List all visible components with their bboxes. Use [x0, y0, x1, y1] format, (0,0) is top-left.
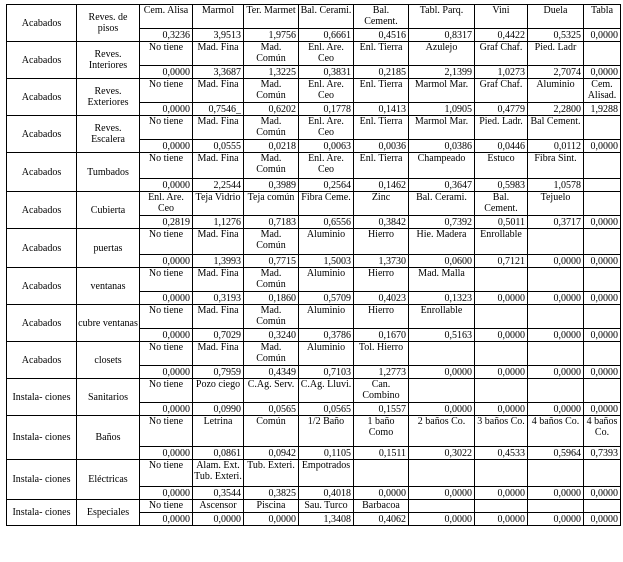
- row-group-cell: Acabados: [7, 305, 77, 342]
- value-cell: 2,7074: [528, 66, 584, 79]
- item-cell: Enl. Tierra: [354, 153, 409, 179]
- item-cell: Hierro: [354, 229, 409, 255]
- value-cell: 0,3193: [193, 292, 244, 305]
- item-cell: Marmol Mar.: [409, 79, 475, 103]
- value-cell: 0,5163: [409, 329, 475, 342]
- item-cell: Mad. Fina: [193, 342, 244, 366]
- value-cell: 0,0036: [354, 140, 409, 153]
- item-cell: Teja Vidrio: [193, 192, 244, 216]
- item-cell: [409, 500, 475, 513]
- value-cell: 0,0000: [528, 366, 584, 379]
- value-cell: 0,3825: [244, 487, 299, 500]
- item-cell: Mad. Fina: [193, 116, 244, 140]
- table-row: [7, 379, 621, 403]
- row-group-cell: Instala- ciones: [7, 379, 77, 416]
- value-cell: 0,1462: [354, 179, 409, 192]
- value-cell: 0,6202: [244, 103, 299, 116]
- item-cell: No tiene: [140, 416, 193, 447]
- value-cell: 0,0000: [140, 329, 193, 342]
- item-cell: Mad. Fina: [193, 268, 244, 292]
- item-cell: Can. Combino: [354, 379, 409, 403]
- row-label-cell: Sanitarios: [77, 379, 140, 416]
- item-cell: Letrina: [193, 416, 244, 447]
- item-cell: Mad. Común: [244, 116, 299, 140]
- item-cell: 4 baños Co.: [584, 416, 621, 447]
- value-cell: 1,3730: [354, 255, 409, 268]
- row-group-cell: Acabados: [7, 192, 77, 229]
- row-group-cell: Acabados: [7, 229, 77, 268]
- value-cell: 0,7029: [193, 329, 244, 342]
- value-cell: 0,8317: [409, 29, 475, 42]
- item-cell: Mad. Fina: [193, 229, 244, 255]
- value-cell: 0,0218: [244, 140, 299, 153]
- value-cell: 0,0000: [140, 403, 193, 416]
- item-cell: Aluminio: [299, 268, 354, 292]
- table-row: [7, 153, 621, 179]
- row-label-cell: Reves. Interiores: [77, 42, 140, 79]
- value-cell: 0,0000: [475, 329, 528, 342]
- value-cell: 0,4023: [354, 292, 409, 305]
- item-cell: No tiene: [140, 42, 193, 66]
- row-group-cell: Acabados: [7, 268, 77, 305]
- item-cell: Graf Chaf.: [475, 42, 528, 66]
- value-cell: 0,0000: [409, 487, 475, 500]
- row-label-cell: Eléctricas: [77, 460, 140, 500]
- value-cell: 0,7392: [409, 216, 475, 229]
- value-cell: 0,1413: [354, 103, 409, 116]
- value-cell: 1,0273: [475, 66, 528, 79]
- value-cell: 0,0112: [528, 140, 584, 153]
- item-cell: [528, 229, 584, 255]
- item-cell: C.Ag. Lluvi.: [299, 379, 354, 403]
- item-cell: Mad. Malla: [409, 268, 475, 292]
- item-cell: Enl. Are. Ceo: [299, 42, 354, 66]
- value-cell: 0,3544: [193, 487, 244, 500]
- table-row: [7, 460, 621, 487]
- item-cell: Champeado: [409, 153, 475, 179]
- item-cell: Enrollable: [409, 305, 475, 329]
- item-cell: Mad. Fina: [193, 79, 244, 103]
- item-cell: [584, 305, 621, 329]
- row-group-cell: Instala- ciones: [7, 416, 77, 460]
- item-cell: [584, 268, 621, 292]
- item-cell: 3 baños Co.: [475, 416, 528, 447]
- item-cell: [584, 460, 621, 487]
- item-cell: Enl. Tierra: [354, 79, 409, 103]
- value-cell: 0,0000: [140, 140, 193, 153]
- value-cell: 0,0446: [475, 140, 528, 153]
- value-cell: 0,5325: [528, 29, 584, 42]
- item-cell: Bal. Cerami.: [409, 192, 475, 216]
- item-cell: No tiene: [140, 342, 193, 366]
- value-cell: 0,0565: [299, 403, 354, 416]
- table-row: [7, 5, 621, 29]
- item-cell: [475, 379, 528, 403]
- row-label-cell: Reves. Exteriores: [77, 79, 140, 116]
- value-cell: 0,3831: [299, 66, 354, 79]
- item-cell: Duela: [528, 5, 584, 29]
- item-cell: Bal. Cerami.: [299, 5, 354, 29]
- item-cell: Vini: [475, 5, 528, 29]
- value-cell: 0,0000: [475, 292, 528, 305]
- item-cell: Mad. Fina: [193, 42, 244, 66]
- item-cell: No tiene: [140, 229, 193, 255]
- value-cell: 0,3240: [244, 329, 299, 342]
- item-cell: [584, 342, 621, 366]
- item-cell: Fibra Ceme.: [299, 192, 354, 216]
- value-cell: 0,3717: [528, 216, 584, 229]
- item-cell: Común: [244, 416, 299, 447]
- table-body: [7, 5, 621, 526]
- item-cell: Pied. Ladr.: [475, 116, 528, 140]
- value-cell: 0,3647: [409, 179, 475, 192]
- item-cell: Bal. Cement.: [354, 5, 409, 29]
- item-cell: Hierro: [354, 305, 409, 329]
- value-cell: 0,0000: [584, 366, 621, 379]
- item-cell: [475, 460, 528, 487]
- value-cell: 0,0861: [193, 447, 244, 460]
- value-cell: 0,0000: [584, 66, 621, 79]
- row-group-cell: Acabados: [7, 79, 77, 116]
- value-cell: 1,2773: [354, 366, 409, 379]
- row-label-cell: cubre ventanas: [77, 305, 140, 342]
- table-row: [7, 305, 621, 329]
- row-group-cell: Acabados: [7, 153, 77, 192]
- row-group-cell: Instala- ciones: [7, 500, 77, 526]
- value-cell: 0,0000: [140, 255, 193, 268]
- value-cell: 0,0000: [528, 329, 584, 342]
- value-cell: 0,3022: [409, 447, 475, 460]
- item-cell: Tol. Hierro: [354, 342, 409, 366]
- item-cell: 4 baños Co.: [528, 416, 584, 447]
- value-cell: 0,0600: [409, 255, 475, 268]
- item-cell: [354, 460, 409, 487]
- table-row: [7, 500, 621, 513]
- item-cell: Barbacoa: [354, 500, 409, 513]
- item-cell: [528, 342, 584, 366]
- item-cell: [409, 342, 475, 366]
- row-label-cell: closets: [77, 342, 140, 379]
- item-cell: Alam. Ext. Tub. Exteri.: [193, 460, 244, 487]
- item-cell: Mad. Fina: [193, 305, 244, 329]
- item-cell: Aluminio: [299, 229, 354, 255]
- value-cell: 0,7546_: [193, 103, 244, 116]
- value-cell: 0,1670: [354, 329, 409, 342]
- item-cell: Azulejo: [409, 42, 475, 66]
- value-cell: 0,1860: [244, 292, 299, 305]
- value-cell: 0,6661: [299, 29, 354, 42]
- table-row: [7, 116, 621, 140]
- value-cell: 0,4422: [475, 29, 528, 42]
- item-cell: [584, 379, 621, 403]
- value-cell: 0,0000: [140, 447, 193, 460]
- item-cell: Zinc: [354, 192, 409, 216]
- value-cell: 0,0000: [584, 403, 621, 416]
- value-cell: 0,0000: [584, 216, 621, 229]
- item-cell: Bal Cement.: [528, 116, 584, 140]
- item-cell: Cem. Alisad.: [584, 79, 621, 103]
- item-cell: Aluminio: [528, 79, 584, 103]
- item-cell: Enl. Are. Ceo: [299, 79, 354, 103]
- table-row: [7, 268, 621, 292]
- row-label-cell: Baños: [77, 416, 140, 460]
- value-cell: 0,4533: [475, 447, 528, 460]
- value-cell: 0,7103: [299, 366, 354, 379]
- value-cell: 0,0000: [584, 487, 621, 500]
- item-cell: Enl. Tierra: [354, 116, 409, 140]
- item-cell: Hie. Madera: [409, 229, 475, 255]
- item-cell: [528, 460, 584, 487]
- value-cell: 0,0000: [584, 140, 621, 153]
- value-cell: 1,0578: [528, 179, 584, 192]
- value-cell: 3,9513: [193, 29, 244, 42]
- value-cell: 0,4018: [299, 487, 354, 500]
- item-cell: Mad. Común: [244, 153, 299, 179]
- value-cell: 0,0000: [475, 513, 528, 526]
- item-cell: [475, 500, 528, 513]
- item-cell: Pozo ciego: [193, 379, 244, 403]
- value-cell: 0,1511: [354, 447, 409, 460]
- valuation-table: [6, 4, 621, 526]
- value-cell: 0,7121: [475, 255, 528, 268]
- item-cell: [409, 379, 475, 403]
- value-cell: 0,0000: [409, 513, 475, 526]
- value-cell: 0,0063: [299, 140, 354, 153]
- value-cell: 0,0000: [409, 366, 475, 379]
- table-row: [7, 192, 621, 216]
- value-cell: 0,5011: [475, 216, 528, 229]
- value-cell: 0,0000: [140, 292, 193, 305]
- item-cell: Tub. Exteri.: [244, 460, 299, 487]
- item-cell: Enrollable: [475, 229, 528, 255]
- value-cell: 0,4349: [244, 366, 299, 379]
- item-cell: Tabla: [584, 5, 621, 29]
- value-cell: 0,0000: [584, 513, 621, 526]
- value-cell: 0,3989: [244, 179, 299, 192]
- value-cell: 0,0565: [244, 403, 299, 416]
- row-label-cell: Cubierta: [77, 192, 140, 229]
- item-cell: 1/2 Baño: [299, 416, 354, 447]
- item-cell: [584, 500, 621, 513]
- table-row: [7, 342, 621, 366]
- item-cell: Ascensor: [193, 500, 244, 513]
- item-cell: Enl. Are. Ceo: [140, 192, 193, 216]
- value-cell: 0,0000: [584, 29, 621, 42]
- item-cell: Mad. Común: [244, 229, 299, 255]
- value-cell: 2,2544: [193, 179, 244, 192]
- item-cell: Teja común: [244, 192, 299, 216]
- row-label-cell: Especiales: [77, 500, 140, 526]
- value-cell: 0,5709: [299, 292, 354, 305]
- item-cell: Cem. Alisa: [140, 5, 193, 29]
- item-cell: No tiene: [140, 153, 193, 179]
- item-cell: Enl. Tierra: [354, 42, 409, 66]
- value-cell: [584, 179, 621, 192]
- value-cell: 0,0000: [140, 179, 193, 192]
- row-group-cell: Acabados: [7, 42, 77, 79]
- value-cell: 0,1557: [354, 403, 409, 416]
- value-cell: 1,3408: [299, 513, 354, 526]
- value-cell: 0,0000: [140, 513, 193, 526]
- item-cell: Mad. Fina: [193, 153, 244, 179]
- value-cell: 0,2564: [299, 179, 354, 192]
- item-cell: Enl. Are. Ceo: [299, 116, 354, 140]
- item-cell: Sau. Turco: [299, 500, 354, 513]
- row-label-cell: Reves. de pisos: [77, 5, 140, 42]
- value-cell: 0,0000: [584, 255, 621, 268]
- value-cell: 3,3687: [193, 66, 244, 79]
- item-cell: Tejuelo: [528, 192, 584, 216]
- value-cell: 0,2185: [354, 66, 409, 79]
- value-cell: 2,1399: [409, 66, 475, 79]
- item-cell: Enl. Are. Ceo: [299, 153, 354, 179]
- table-row: [7, 42, 621, 66]
- value-cell: 0,0000: [140, 487, 193, 500]
- value-cell: 0,1105: [299, 447, 354, 460]
- item-cell: Mad. Común: [244, 305, 299, 329]
- item-cell: No tiene: [140, 305, 193, 329]
- value-cell: 2,2800: [528, 103, 584, 116]
- value-cell: 0,0000: [475, 366, 528, 379]
- item-cell: [528, 500, 584, 513]
- value-cell: 0,0000: [528, 255, 584, 268]
- item-cell: No tiene: [140, 379, 193, 403]
- item-cell: Mad. Común: [244, 342, 299, 366]
- value-cell: 0,0000: [584, 329, 621, 342]
- item-cell: No tiene: [140, 116, 193, 140]
- value-cell: 0,4779: [475, 103, 528, 116]
- item-cell: [409, 460, 475, 487]
- item-cell: [584, 116, 621, 140]
- item-cell: [584, 192, 621, 216]
- row-label-cell: Tumbados: [77, 153, 140, 192]
- item-cell: Aluminio: [299, 342, 354, 366]
- item-cell: [584, 153, 621, 179]
- item-cell: [475, 305, 528, 329]
- item-cell: Mad. Común: [244, 42, 299, 66]
- value-cell: 0,2819: [140, 216, 193, 229]
- item-cell: [528, 305, 584, 329]
- value-cell: 1,5003: [299, 255, 354, 268]
- value-cell: 0,5964: [528, 447, 584, 460]
- row-group-cell: Acabados: [7, 116, 77, 153]
- item-cell: C.Ag. Serv.: [244, 379, 299, 403]
- value-cell: 1,9756: [244, 29, 299, 42]
- table-row: [7, 416, 621, 447]
- value-cell: 0,4516: [354, 29, 409, 42]
- item-cell: [475, 268, 528, 292]
- value-cell: 0,0000: [528, 403, 584, 416]
- row-group-cell: Acabados: [7, 5, 77, 42]
- value-cell: 0,0000: [409, 403, 475, 416]
- value-cell: 0,7183: [244, 216, 299, 229]
- item-cell: Aluminio: [299, 305, 354, 329]
- value-cell: 0,1778: [299, 103, 354, 116]
- value-cell: 1,3993: [193, 255, 244, 268]
- row-label-cell: ventanas: [77, 268, 140, 305]
- row-group-cell: Instala- ciones: [7, 460, 77, 500]
- item-cell: Bal. Cement.: [475, 192, 528, 216]
- value-cell: 0,0555: [193, 140, 244, 153]
- item-cell: Piscina: [244, 500, 299, 513]
- table-row: [7, 229, 621, 255]
- item-cell: Marmol Mar.: [409, 116, 475, 140]
- value-cell: 0,0000: [193, 513, 244, 526]
- item-cell: [584, 42, 621, 66]
- item-cell: 1 baño Como: [354, 416, 409, 447]
- value-cell: 1,1276: [193, 216, 244, 229]
- value-cell: 0,0000: [475, 487, 528, 500]
- value-cell: 0,3842: [354, 216, 409, 229]
- item-cell: No tiene: [140, 460, 193, 487]
- value-cell: 0,6556: [299, 216, 354, 229]
- item-cell: Marmol: [193, 5, 244, 29]
- value-cell: 1,3225: [244, 66, 299, 79]
- item-cell: Estuco: [475, 153, 528, 179]
- item-cell: 2 baños Co.: [409, 416, 475, 447]
- value-cell: 0,0990: [193, 403, 244, 416]
- value-cell: 1,0905: [409, 103, 475, 116]
- item-cell: [475, 342, 528, 366]
- item-cell: Pied. Ladr: [528, 42, 584, 66]
- item-cell: Graf Chaf.: [475, 79, 528, 103]
- row-label-cell: Reves. Escalera: [77, 116, 140, 153]
- item-cell: Tabl. Parq.: [409, 5, 475, 29]
- value-cell: 0,0386: [409, 140, 475, 153]
- value-cell: 0,0000: [475, 403, 528, 416]
- item-cell: [584, 229, 621, 255]
- item-cell: Empotrados: [299, 460, 354, 487]
- item-cell: No tiene: [140, 500, 193, 513]
- value-cell: 0,0000: [140, 66, 193, 79]
- value-cell: 0,0000: [140, 103, 193, 116]
- value-cell: 0,3786: [299, 329, 354, 342]
- value-cell: 0,5983: [475, 179, 528, 192]
- value-cell: 0,3236: [140, 29, 193, 42]
- item-cell: No tiene: [140, 268, 193, 292]
- value-cell: 0,0000: [528, 487, 584, 500]
- item-cell: Mad. Común: [244, 268, 299, 292]
- value-cell: 0,1323: [409, 292, 475, 305]
- value-cell: 0,0000: [140, 366, 193, 379]
- row-group-cell: Acabados: [7, 342, 77, 379]
- item-cell: Ter. Marmet: [244, 5, 299, 29]
- item-cell: Mad. Común: [244, 79, 299, 103]
- item-cell: [528, 379, 584, 403]
- value-cell: 0,0000: [354, 487, 409, 500]
- value-cell: 0,0000: [528, 292, 584, 305]
- row-label-cell: puertas: [77, 229, 140, 268]
- value-cell: 0,0942: [244, 447, 299, 460]
- value-cell: 0,7959: [193, 366, 244, 379]
- value-cell: 1,9288: [584, 103, 621, 116]
- value-cell: 0,7393: [584, 447, 621, 460]
- value-cell: 0,0000: [528, 513, 584, 526]
- item-cell: No tiene: [140, 79, 193, 103]
- value-cell: 0,0000: [584, 292, 621, 305]
- item-cell: [528, 268, 584, 292]
- item-cell: Fibra Sint.: [528, 153, 584, 179]
- table-row: [7, 79, 621, 103]
- value-cell: 0,0000: [244, 513, 299, 526]
- item-cell: Hierro: [354, 268, 409, 292]
- value-cell: 0,7715: [244, 255, 299, 268]
- valuation-table-sheet: [6, 4, 621, 526]
- value-cell: 0,4062: [354, 513, 409, 526]
